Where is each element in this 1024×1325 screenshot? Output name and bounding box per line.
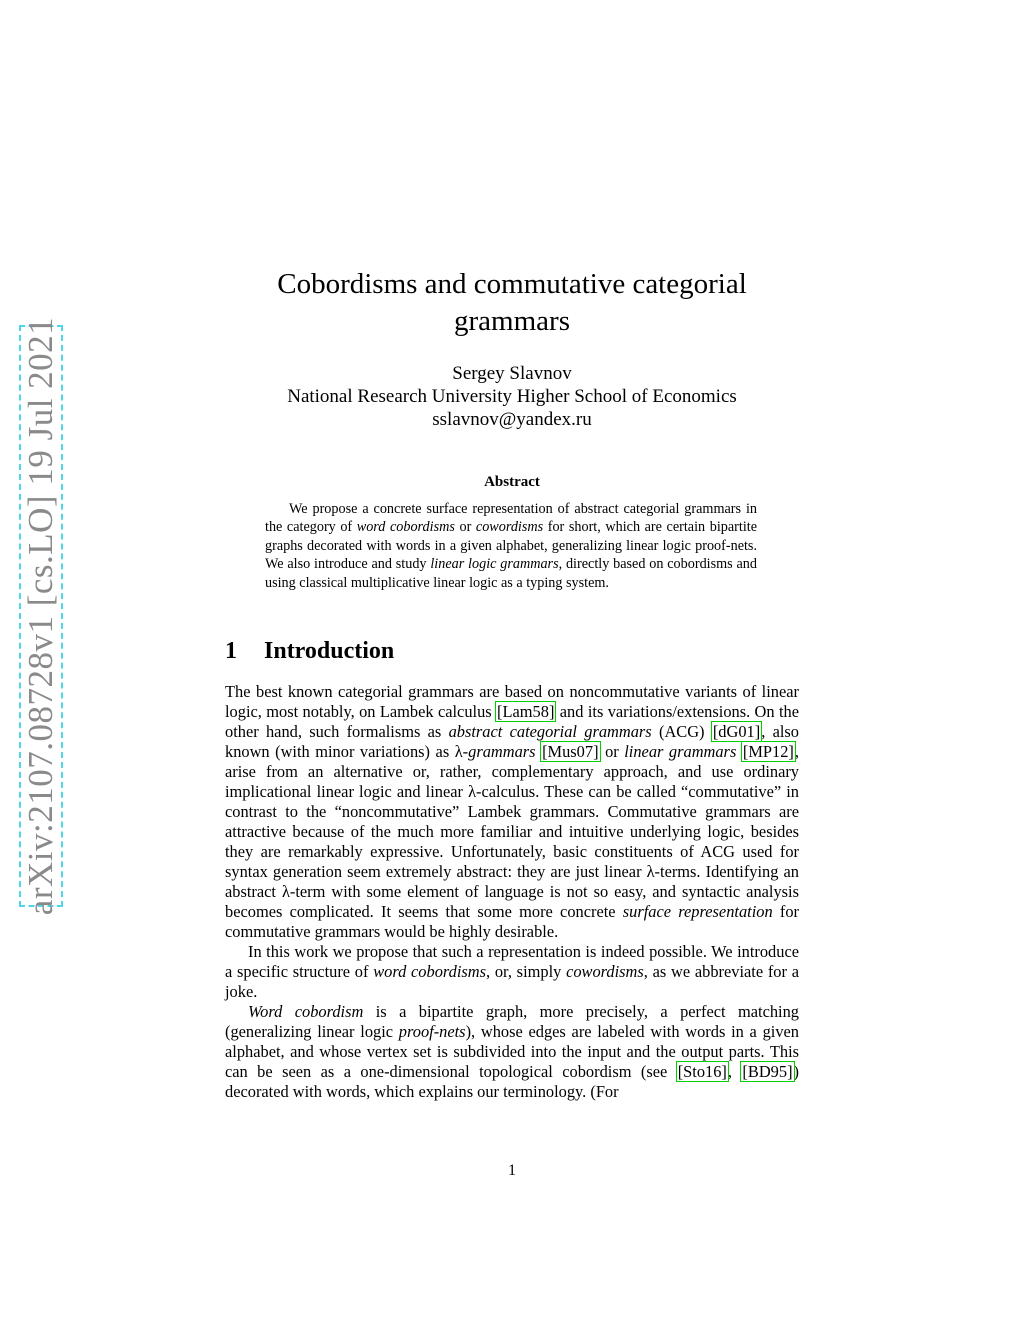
text: or <box>599 742 625 761</box>
abstract-body <box>265 500 757 592</box>
text: , arise from an alternative or, rather, complementary approach, and use ordinary implicational linear logic and linear λ-calculus. These can be called “commutative” in contrast to the “noncommutative” Lambek grammars. Commutative grammars are attractive because of the much more familiar and intuitive underlying logic, besides they are remarkably expressive. Unfortunately, basic constituents of ACG used for syntax generation seem extremely abstract: they are just linear λ-terms. Identifying an abstract λ-term with some element of language is not so easy, and syntactic analysis becomes complicated. It seems that some more concrete <box>225 742 799 921</box>
abstract-emphasis: cowordisms <box>475 519 544 536</box>
text: , <box>727 1062 742 1081</box>
body-text <box>225 682 799 1102</box>
text: In this work we propose that such a representation is indeed possible. We introduce a specific structure of <box>225 942 799 981</box>
emphasis: proof-nets <box>398 1022 466 1041</box>
citation-link[interactable]: [dG01] <box>712 722 761 741</box>
citation-key: Mus07 <box>547 742 594 761</box>
section-number: 1 <box>225 638 237 664</box>
citation-key: MP12 <box>748 742 789 761</box>
emphasis: abstract categorial grammars <box>448 722 652 741</box>
author-name: Sergey Slavnov <box>452 363 572 384</box>
abstract-paragraph <box>265 500 757 592</box>
text: The best known categorial grammars are based on noncommutative variants of linear logic, most notably, on Lambek calculus <box>225 682 799 721</box>
text: , as we abbreviate for a joke. <box>225 962 799 1001</box>
text: is a bipartite graph, more precisely, a perfect matching (generalizing linear logic <box>225 1002 799 1041</box>
arxiv-stamp <box>19 316 63 916</box>
author-block <box>225 362 799 431</box>
citation-link[interactable]: [MP12] <box>742 742 794 761</box>
citation-key: Lam58 <box>502 702 549 721</box>
emphasis: cowordisms <box>566 962 644 981</box>
author-email: sslavnov@yandex.ru <box>432 409 592 430</box>
arxiv-identifier: arXiv:2107.08728v1 [cs.LO] 19 Jul 2021 <box>21 316 61 916</box>
citation-key: BD95 <box>747 1062 788 1081</box>
abstract-emphasis: word cobordisms <box>356 519 455 536</box>
abstract-heading: Abstract <box>484 474 540 490</box>
citation-key: dG01 <box>718 722 755 741</box>
text: ), whose edges are labeled with words in a given alphabet, and whose vertex set is subdivided into the input and the output parts. This can be seen as a one-dimensional topological cobordism (see <box>225 1022 799 1081</box>
abstract-text: or <box>454 519 476 536</box>
abstract-text: for short, which are certain bipartite graphs decorated with words in a given alphabet, generalizing linear logic proof-nets. We also introduce and study <box>265 519 757 573</box>
text: ) decorated with words, which explains our terminology. (For <box>225 1062 799 1101</box>
paragraph-1 <box>225 682 799 942</box>
paragraph-2 <box>225 942 799 1002</box>
paper-title <box>225 266 799 340</box>
text: , or, simply <box>486 962 567 981</box>
abstract-emphasis: linear logic grammars <box>430 556 559 573</box>
abstract-text: We propose a concrete surface representation of abstract categorial grammars in the category of <box>265 501 757 536</box>
text: (ACG) <box>651 722 712 741</box>
section-title: Introduction <box>264 638 395 664</box>
text: and its variations/extensions. On the other hand, such formalisms as <box>225 702 799 741</box>
emphasis: grammars <box>468 742 536 761</box>
page-number: 1 <box>508 1162 516 1179</box>
emphasis: surface representation <box>622 902 773 921</box>
title-line-1: Cobordisms and commutative categorial <box>277 268 747 300</box>
emphasis: word cobordisms <box>373 962 487 981</box>
citation-link[interactable]: [BD95] <box>742 1062 793 1081</box>
citation-link[interactable]: [Mus07] <box>542 742 599 761</box>
citation-link[interactable]: [Lam58] <box>497 702 555 721</box>
emphasis: linear grammars <box>624 742 737 761</box>
text: , also known (with minor variations) as λ- <box>225 722 799 761</box>
author-affiliation: National Research University Higher School of Economics <box>287 386 737 407</box>
abstract-text: , directly based on cobordisms and using classical multiplicative linear logic as a typing system. <box>265 556 757 591</box>
section-heading <box>225 638 394 665</box>
citation-link[interactable]: [Sto16] <box>677 1062 727 1081</box>
title-line-2: grammars <box>454 305 570 337</box>
text: for commutative grammars would be highly desirable. <box>225 902 799 941</box>
paragraph-3 <box>225 1002 799 1102</box>
citation-key: Sto16 <box>683 1062 722 1081</box>
emphasis: Word cobordism <box>248 1002 364 1021</box>
